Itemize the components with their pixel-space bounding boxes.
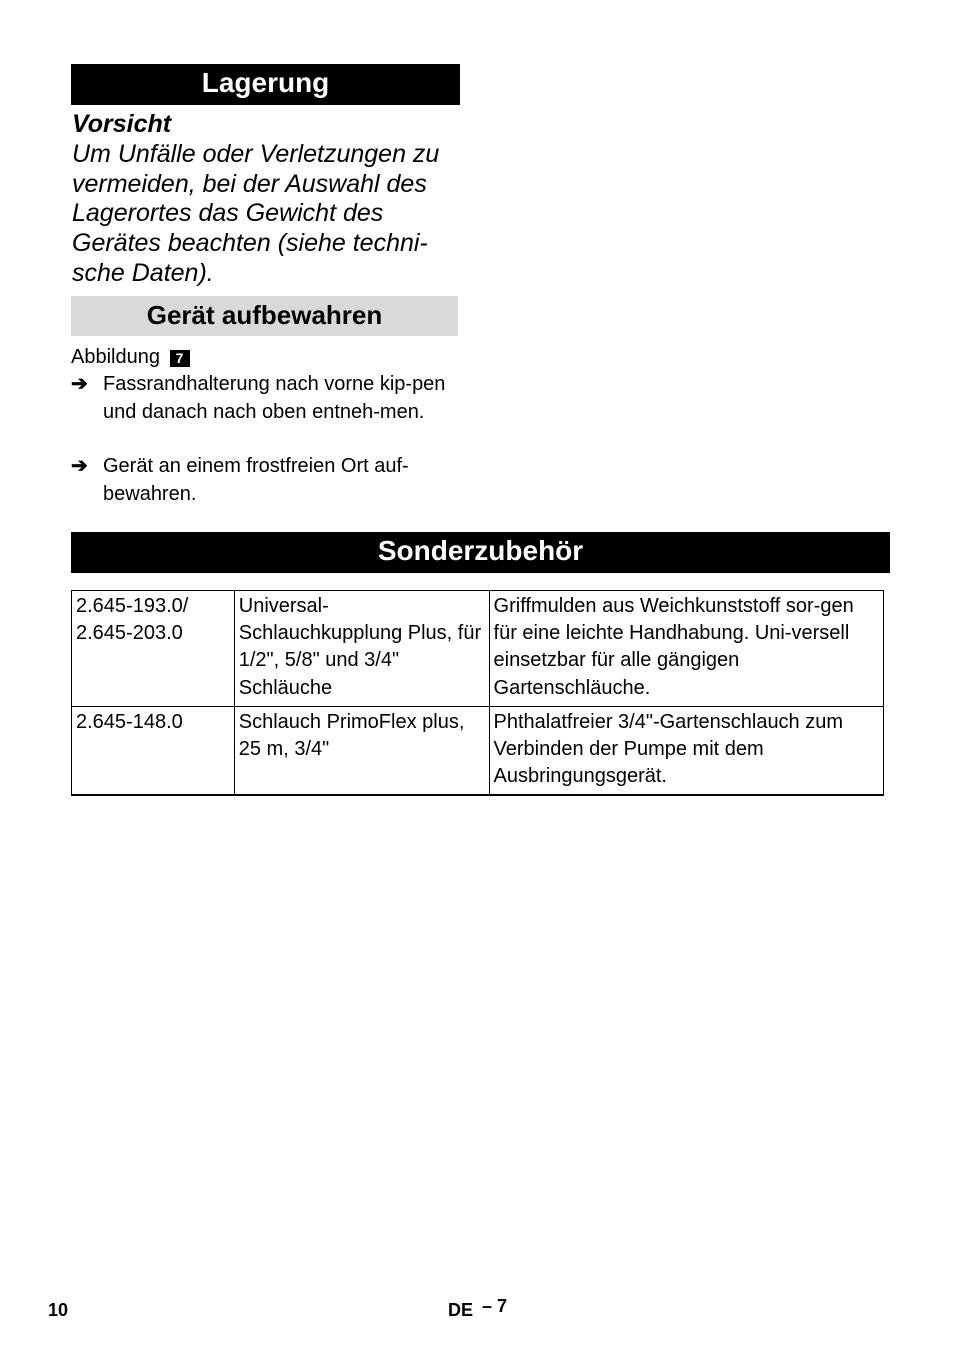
instruction-step (71, 453, 471, 508)
accessory-table (71, 590, 884, 796)
section-heading-sonderzubehoer: Sonderzubehör (71, 532, 890, 573)
part-number: 2.645-148.0 (76, 710, 183, 733)
table-row (72, 591, 884, 707)
product-name: Schlauch PrimoFlex plus, 25 m, 3/4" (238, 710, 465, 761)
product-name-cell (234, 591, 489, 707)
page-number: 10 (48, 1300, 69, 1320)
caution-block (72, 110, 467, 289)
arrow-right-icon: ➔ (71, 455, 88, 477)
page-language: DE (448, 1300, 474, 1320)
instruction-step (71, 371, 471, 426)
part-number-cell (72, 591, 235, 707)
figure-number-badge: 7 (170, 350, 190, 367)
part-number-cell (72, 706, 235, 795)
part-number: 2.645-193.0/ 2.645-203.0 (76, 595, 189, 645)
table-row (72, 706, 884, 795)
product-description: Griffmulden aus Weichkunststoff sor-gen für eine leichte Handhabung. Uni-versell einsetzbar für alle gängigen Gartenschläuche. (493, 595, 854, 699)
arrow-right-icon: ➔ (71, 373, 88, 395)
product-description: Phthalatfreier 3/4"-Gartenschlauch zum Verbinden der Pumpe mit dem Ausbringungsgerät. (493, 710, 844, 788)
figure-reference (71, 345, 190, 369)
caution-text: Um Unfälle oder Verletzungen zu vermeiden, bei der Auswahl des Lagerortes das Gewicht des Gerätes beachten (siehe techni-sche Daten). (72, 139, 440, 287)
page-sub-number: – 7 (482, 1296, 508, 1316)
description-cell (489, 591, 883, 707)
figure-label: Abbildung (71, 346, 160, 368)
description-cell (489, 706, 883, 795)
product-name-cell (234, 706, 489, 795)
instruction-step-text: Gerät an einem frostfreien Ort auf-bewahren. (103, 455, 409, 505)
section-heading-lagerung: Lagerung (71, 64, 460, 105)
caution-title: Vorsicht (72, 110, 172, 138)
instruction-step-text: Fassrandhalterung nach vorne kip-pen und danach nach oben entneh-men. (103, 373, 446, 423)
subsection-heading: Gerät aufbewahren (71, 296, 458, 336)
product-name: Universal- Schlauchkupplung Plus, für 1/2", 5/8" und 3/4" Schläuche (238, 595, 482, 699)
